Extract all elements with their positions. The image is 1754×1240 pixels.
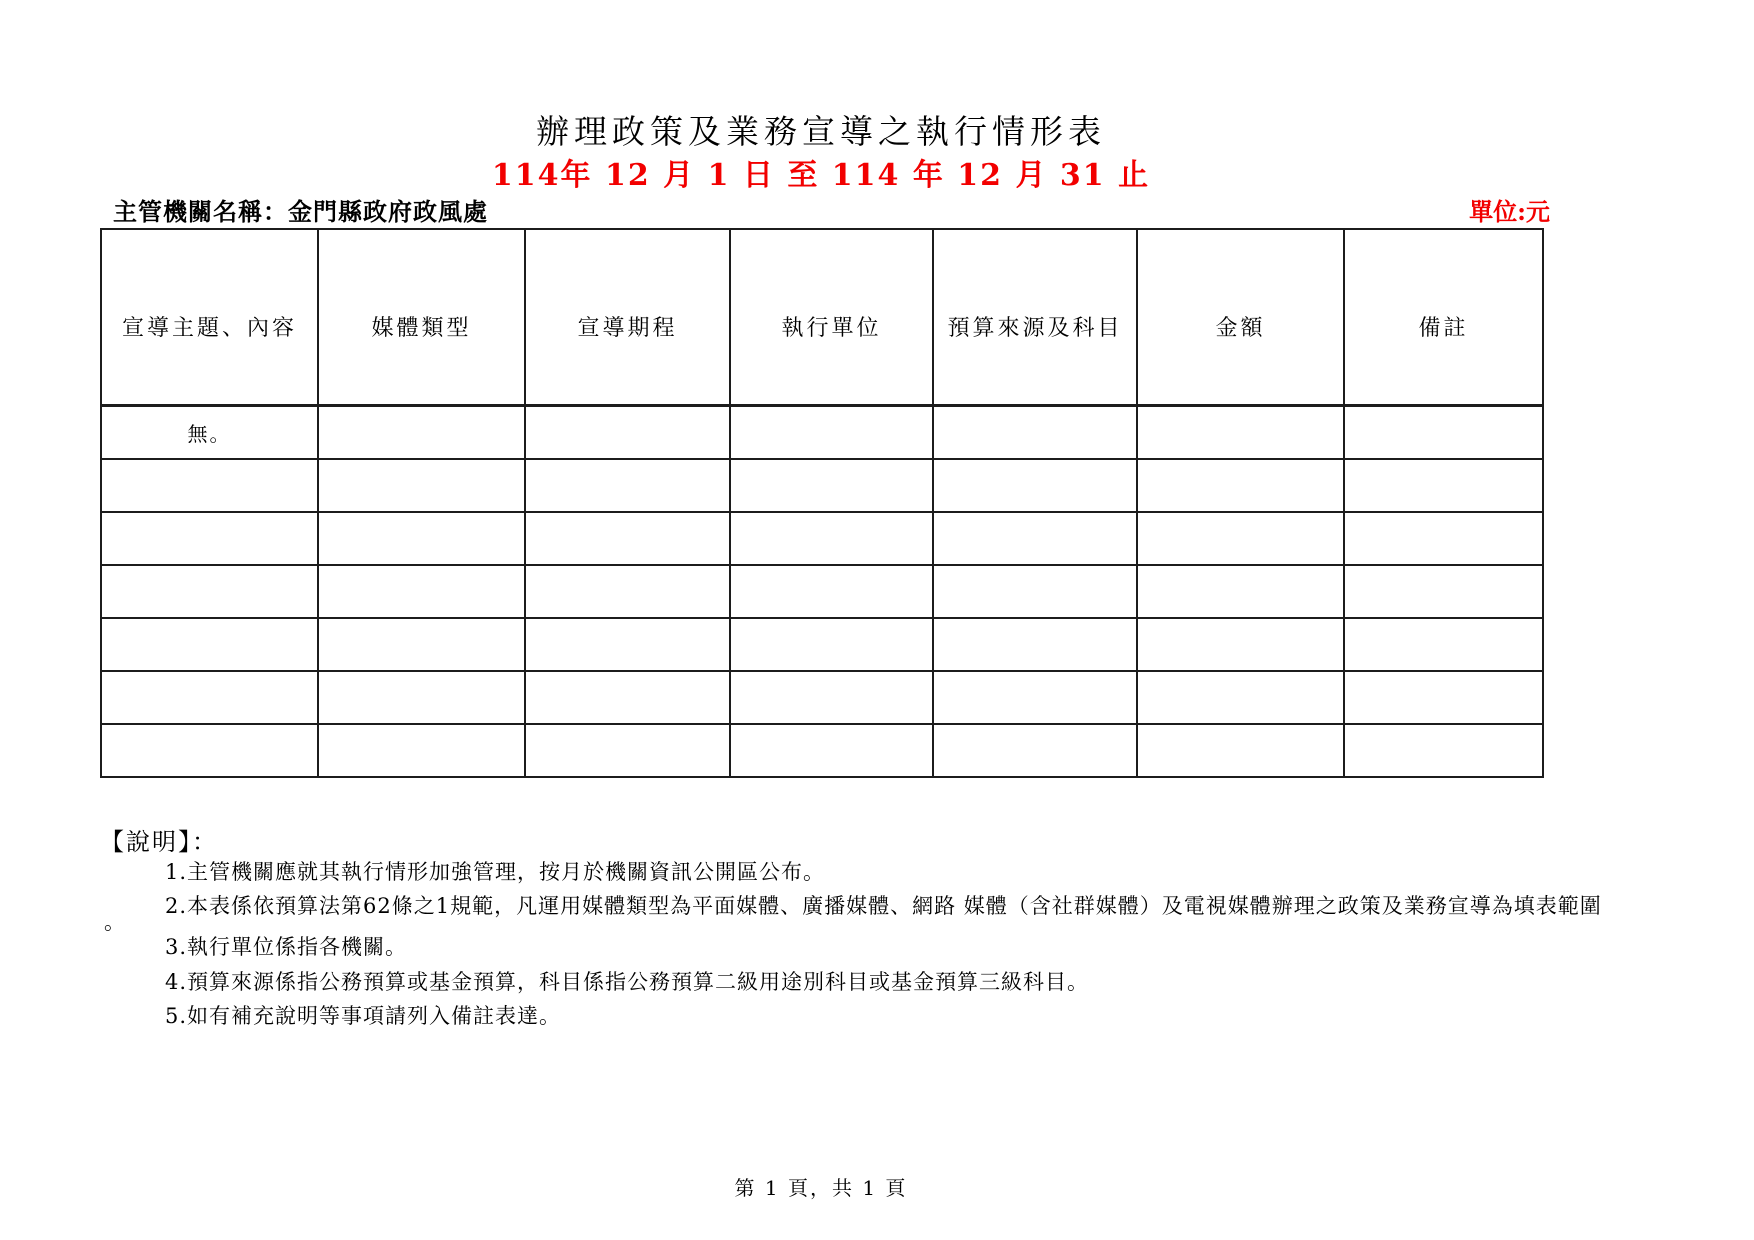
table-cell (933, 724, 1137, 777)
table-cell (730, 565, 933, 618)
header-cell-amount: 金額 (1137, 229, 1344, 406)
note-item-5: 5.如有補充說明等事項請列入備註表達。 (165, 1004, 562, 1028)
table-row (101, 565, 1543, 618)
header-cell-media-type: 媒體類型 (318, 229, 525, 406)
table-cell (525, 459, 730, 512)
table-cell (1137, 671, 1344, 724)
table-header (101, 229, 1543, 406)
table-cell (525, 565, 730, 618)
unit-label: 單位:元 (1469, 197, 1550, 226)
table-cell (318, 459, 525, 512)
table-cell (1137, 406, 1344, 460)
table-cell (730, 512, 933, 565)
note-item-1: 1.主管機關應就其執行情形加強管理，按月於機關資訊公開區公布。 (165, 860, 826, 884)
table-cell (1344, 406, 1543, 460)
agency-name: 主管機關名稱：金門縣政府政風處 (113, 197, 488, 226)
note-item-2: 2.本表係依預算法第62條之1規範，凡運用媒體類型為平面媒體、廣播媒體、網路 媒體（含社群媒體）及電視媒體辦理之政策及業務宣導為填表範圍 (165, 894, 1602, 918)
table-cell (730, 724, 933, 777)
page-number: 第 1 頁，共 1 頁 (734, 1176, 908, 1200)
note-item-3: 3.執行單位係指各機關。 (165, 935, 408, 959)
table-cell (318, 724, 525, 777)
table-cell (1344, 459, 1543, 512)
report-table (100, 228, 1544, 778)
table-cell (101, 724, 318, 777)
meta-row (100, 192, 1550, 227)
report-period: 114年 12 月 1 日 至 114 年 12 月 31 止 (491, 158, 1151, 193)
table-cell (318, 565, 525, 618)
table-row (101, 512, 1543, 565)
table-cell (933, 459, 1137, 512)
table-cell (525, 618, 730, 671)
table-cell (318, 618, 525, 671)
header-cell-topic: 宣導主題、內容 (101, 229, 318, 406)
header-cell-schedule: 宣導期程 (525, 229, 730, 406)
table-cell (933, 565, 1137, 618)
table-cell (101, 618, 318, 671)
table-cell (730, 671, 933, 724)
note-item-4: 4.預算來源係指公務預算或基金預算，科目係指公務預算二級用途別科目或基金預算三級科目。 (165, 970, 1090, 994)
table-cell (525, 406, 730, 460)
table-cell (730, 459, 933, 512)
table-cell (1344, 671, 1543, 724)
table-row (101, 618, 1543, 671)
table-cell (525, 671, 730, 724)
table-cell: 無。 (101, 406, 318, 460)
table-cell (933, 512, 1137, 565)
table-row (101, 459, 1543, 512)
table-cell (525, 512, 730, 565)
table-cell (1344, 724, 1543, 777)
table-cell (318, 406, 525, 460)
table-cell (933, 406, 1137, 460)
table-cell (525, 724, 730, 777)
report-table-body (101, 406, 1543, 778)
table-row (101, 406, 1543, 460)
table-cell (1344, 565, 1543, 618)
note-item-2-continuation: 。 (104, 910, 125, 934)
table-cell (1137, 512, 1344, 565)
table-header-row (101, 229, 1543, 406)
table-cell (730, 618, 933, 671)
table-cell (1137, 724, 1344, 777)
table-row (101, 671, 1543, 724)
header-cell-budget-source: 預算來源及科目 (933, 229, 1137, 406)
table-cell (101, 671, 318, 724)
table-cell (1137, 565, 1344, 618)
table-cell (101, 565, 318, 618)
table-cell (101, 512, 318, 565)
page-title: 辦理政策及業務宣導之執行情形表 (536, 112, 1106, 151)
notes-heading: 【說明】： (100, 828, 218, 856)
table-cell (933, 618, 1137, 671)
header-cell-remarks: 備註 (1344, 229, 1543, 406)
table-cell (1137, 459, 1344, 512)
table-row (101, 724, 1543, 777)
table-cell (730, 406, 933, 460)
table-cell (1137, 618, 1344, 671)
header-cell-exec-unit: 執行單位 (730, 229, 933, 406)
table-cell (318, 512, 525, 565)
table-cell (1344, 512, 1543, 565)
table-cell (1344, 618, 1543, 671)
table-cell (318, 671, 525, 724)
table-cell (933, 671, 1137, 724)
table-cell (101, 459, 318, 512)
